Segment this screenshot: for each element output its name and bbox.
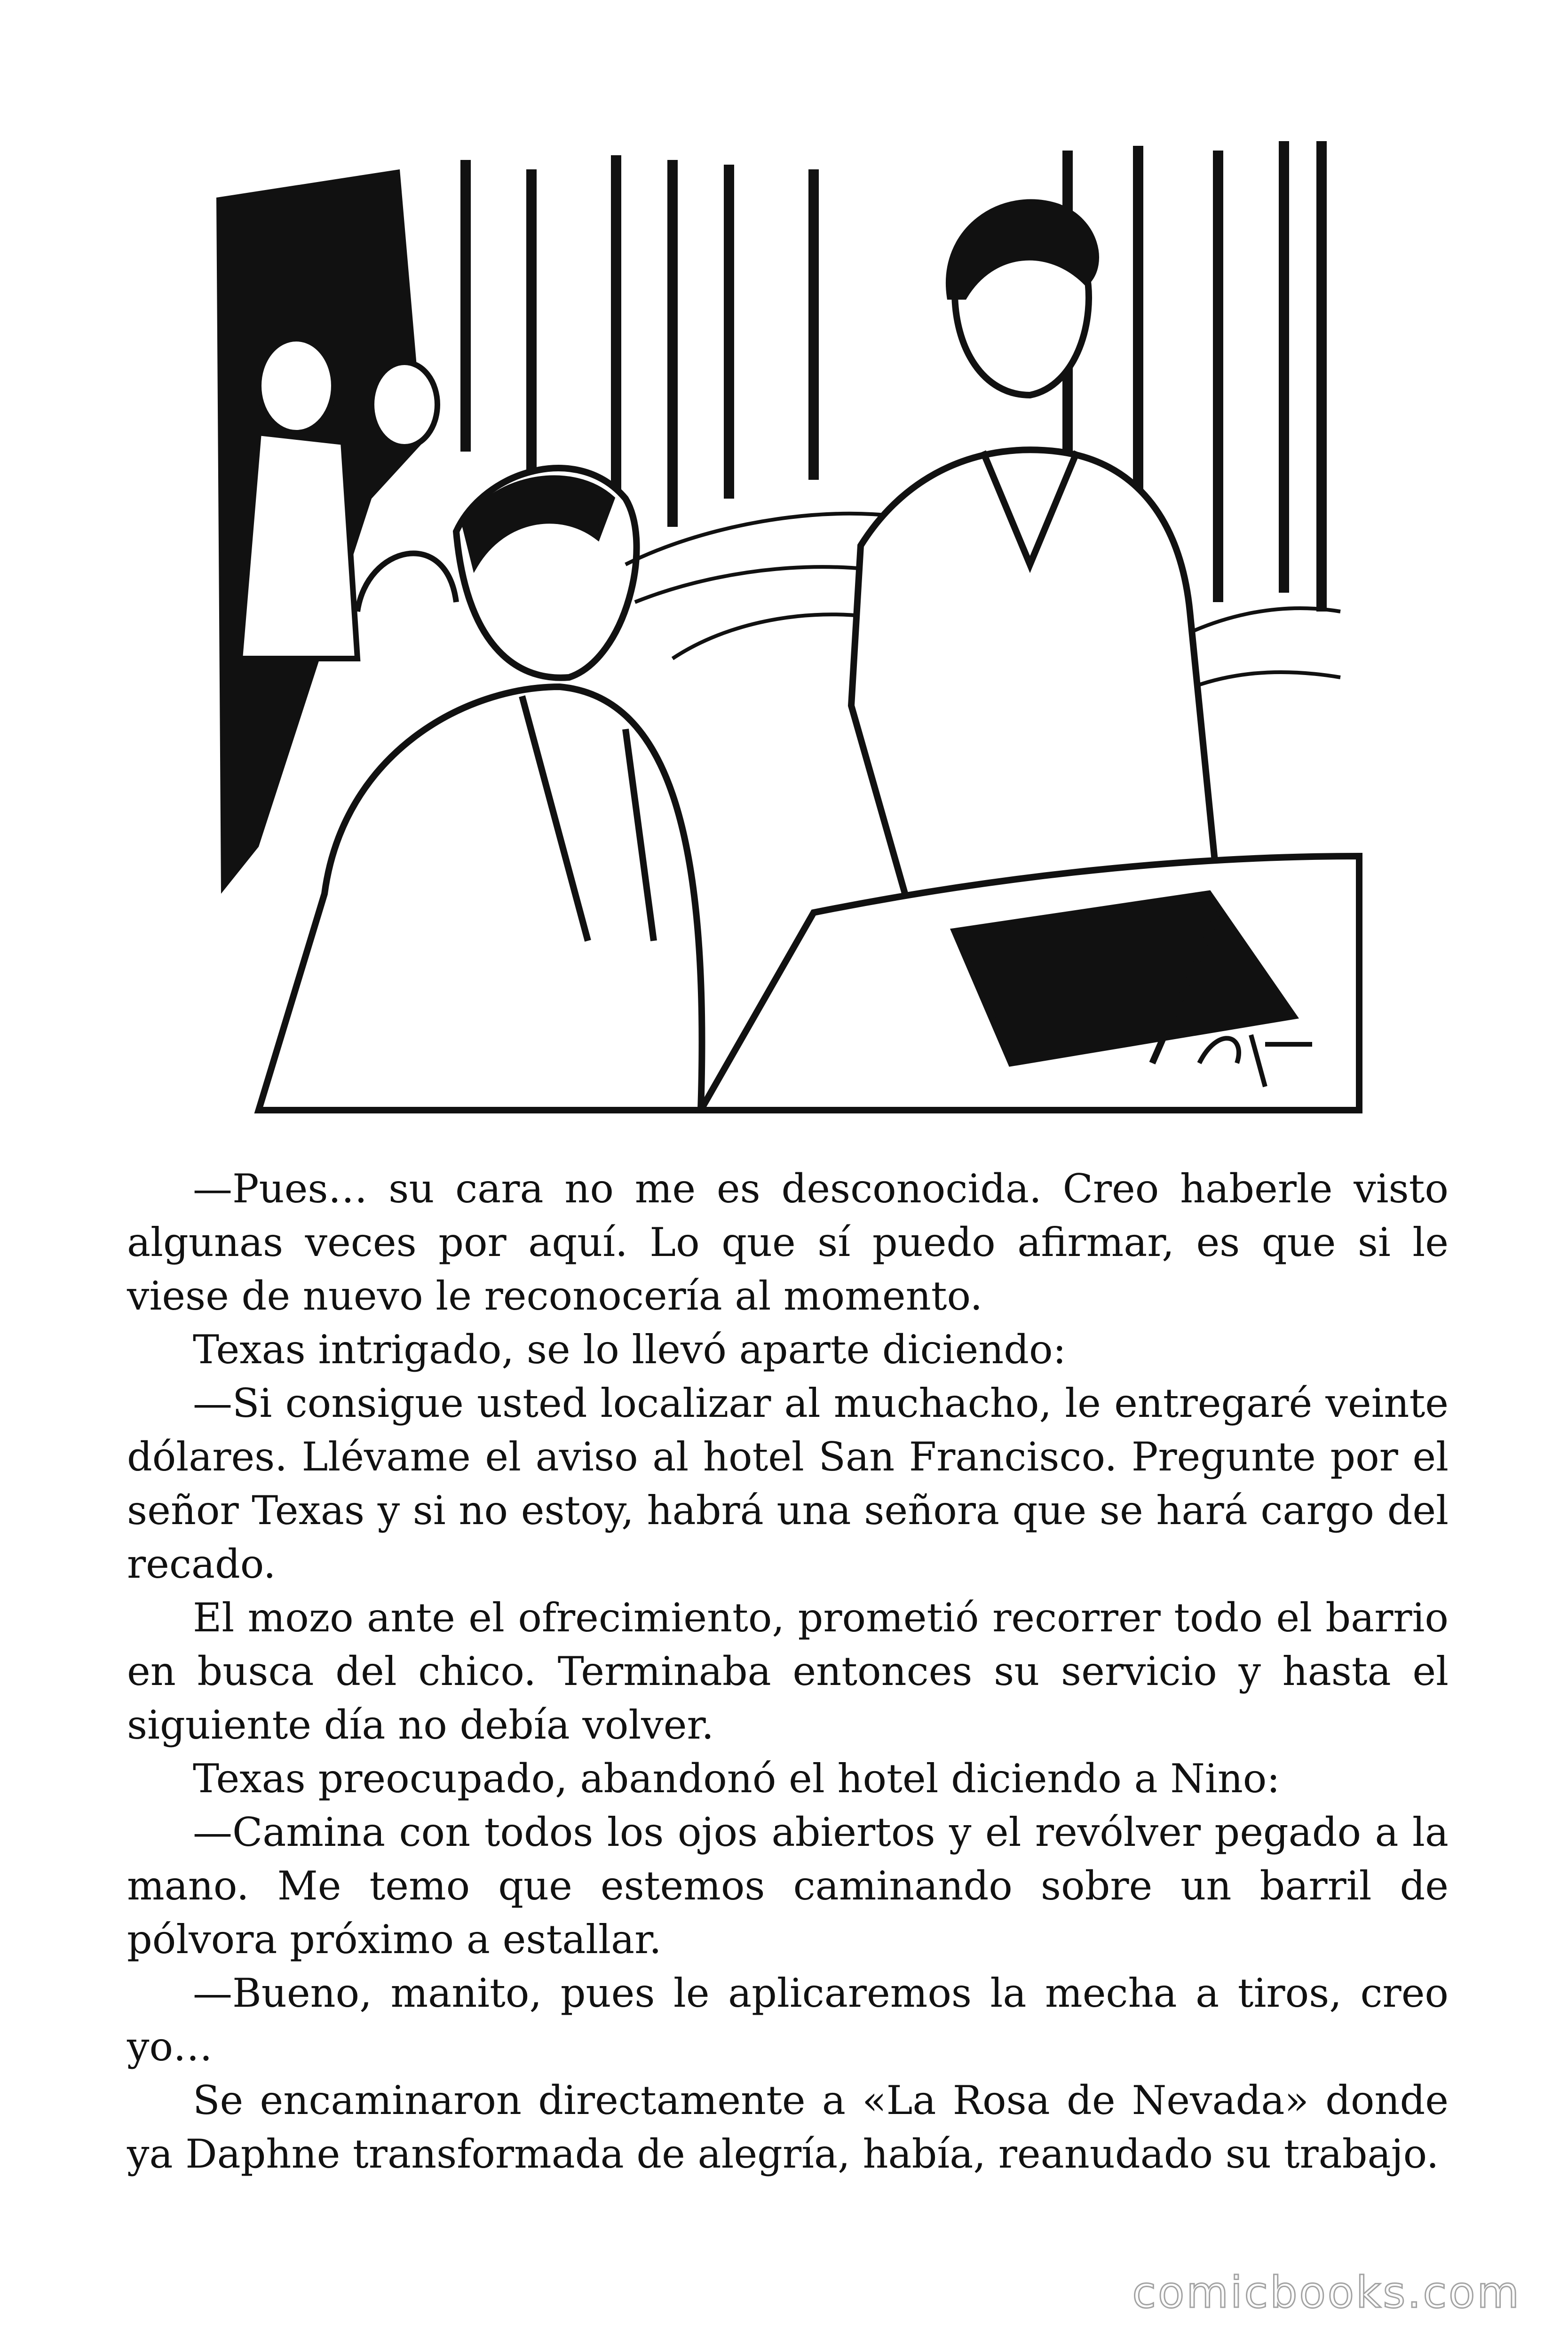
watermark: comicbooks.com (1132, 2267, 1521, 2318)
body-text (127, 1162, 1449, 2181)
paragraph: Se encaminaron directamente a «La Rosa de Nevada» donde ya Daphne transformada de alegría, había, reanudado su trabajo. (127, 2077, 1449, 2177)
paragraph: El mozo ante el ofrecimiento, prometió recorrer todo el barrio en busca del chico. Terminaba entonces su servicio y hasta el siguiente día no debía volver. (127, 1595, 1449, 1748)
paragraph: —Pues… su cara no me es desconocida. Creo haberle visto algunas veces por aquí. Lo que sí puedo afirmar, es que si le viese de nuevo le reconocería al momento. (127, 1166, 1449, 1319)
paragraph: —Si consigue usted localizar al muchacho, le entregaré veinte dólares. Llévame el aviso al hotel San Francisco. Pregunte por el señor Texas y si no estoy, habrá una señora que se hará cargo del recado. (127, 1380, 1449, 1587)
standing-man (851, 202, 1218, 903)
paragraph: Texas intrigado, se lo llevó aparte diciendo: (193, 1327, 1066, 1373)
paragraph: —Camina con todos los ojos abiertos y el revólver pegado a la mano. Me temo que estemos caminando sobre un barril de pólvora próximo a estallar. (127, 1809, 1449, 1963)
paragraph: —Bueno, manito, pues le aplicaremos la mecha a tiros, creo yo… (127, 1970, 1449, 2070)
hotel-lobby-illustration (202, 141, 1369, 1120)
illustration (202, 141, 1369, 1120)
paragraph: Texas preocupado, abandonó el hotel diciendo a Nino: (193, 1756, 1280, 1802)
